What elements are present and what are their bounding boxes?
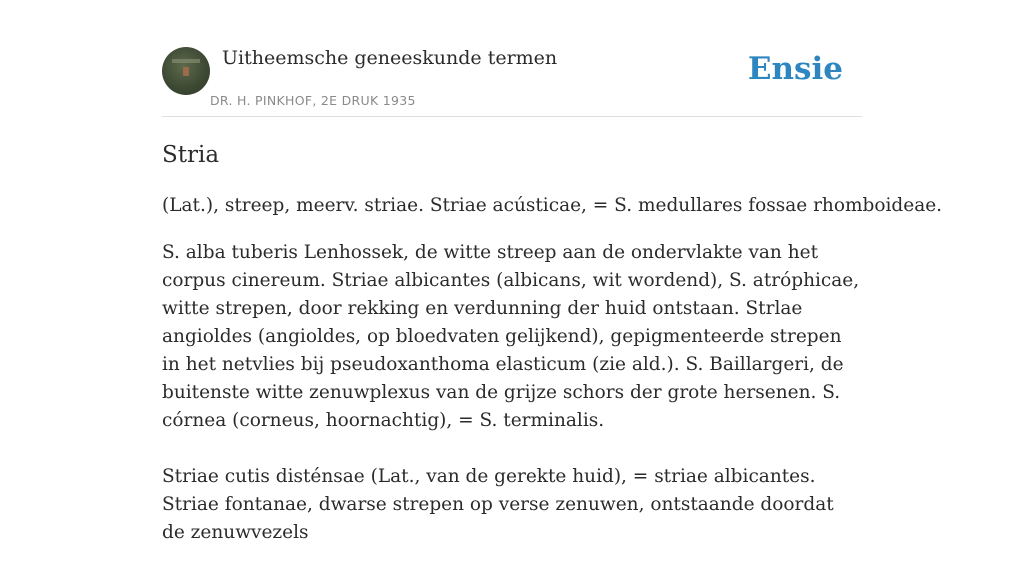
book-title-link[interactable]: Uitheemsche geneeskunde termen [222, 47, 558, 69]
entry-paragraph: S. alba tuberis Lenhossek, de witte streep aan de ondervlakte van het corpus cinereum. Striae albicantes (albicans, wit wordend), S. atróphicae, witte strepen, door rekking en verdunning der huid ontstaan. Strlae angioldes (angioldes, op bloedvaten gelijkend), gepigmenteerde strepen in het netvlies bij pseudoxanthoma elasticum (zie ald.). S. Baillargeri, de buitenste witte zenuwplexus van de grijze schors der grote hersenen. S. córnea (corneus, hoornachtig), = S. terminalis. [162, 242, 860, 431]
ensie-logo-link[interactable]: Ensie [747, 51, 843, 87]
page-container [162, 0, 943, 543]
entry-body [162, 192, 943, 566]
cover-strip-decoration [172, 59, 200, 63]
cover-emblem-icon [183, 67, 189, 76]
book-cover-image[interactable] [162, 47, 210, 95]
entry-paragraph: (Lat.), streep, meerv. striae. Striae acústicae, = S. medullares fossae rhomboideae. [162, 195, 943, 216]
book-author: DR. H. PINKHOF, 2E DRUK 1935 [210, 93, 416, 108]
book-header [162, 0, 862, 117]
entry-paragraph: Striae cutis disténsae (Lat., van de gerekte huid), = striae albicantes. Striae fontanae, dwarse strepen op verse zenuwen, ontstaande doordat de zenuwvezels [162, 466, 834, 543]
entry-title: Stria [162, 142, 220, 168]
